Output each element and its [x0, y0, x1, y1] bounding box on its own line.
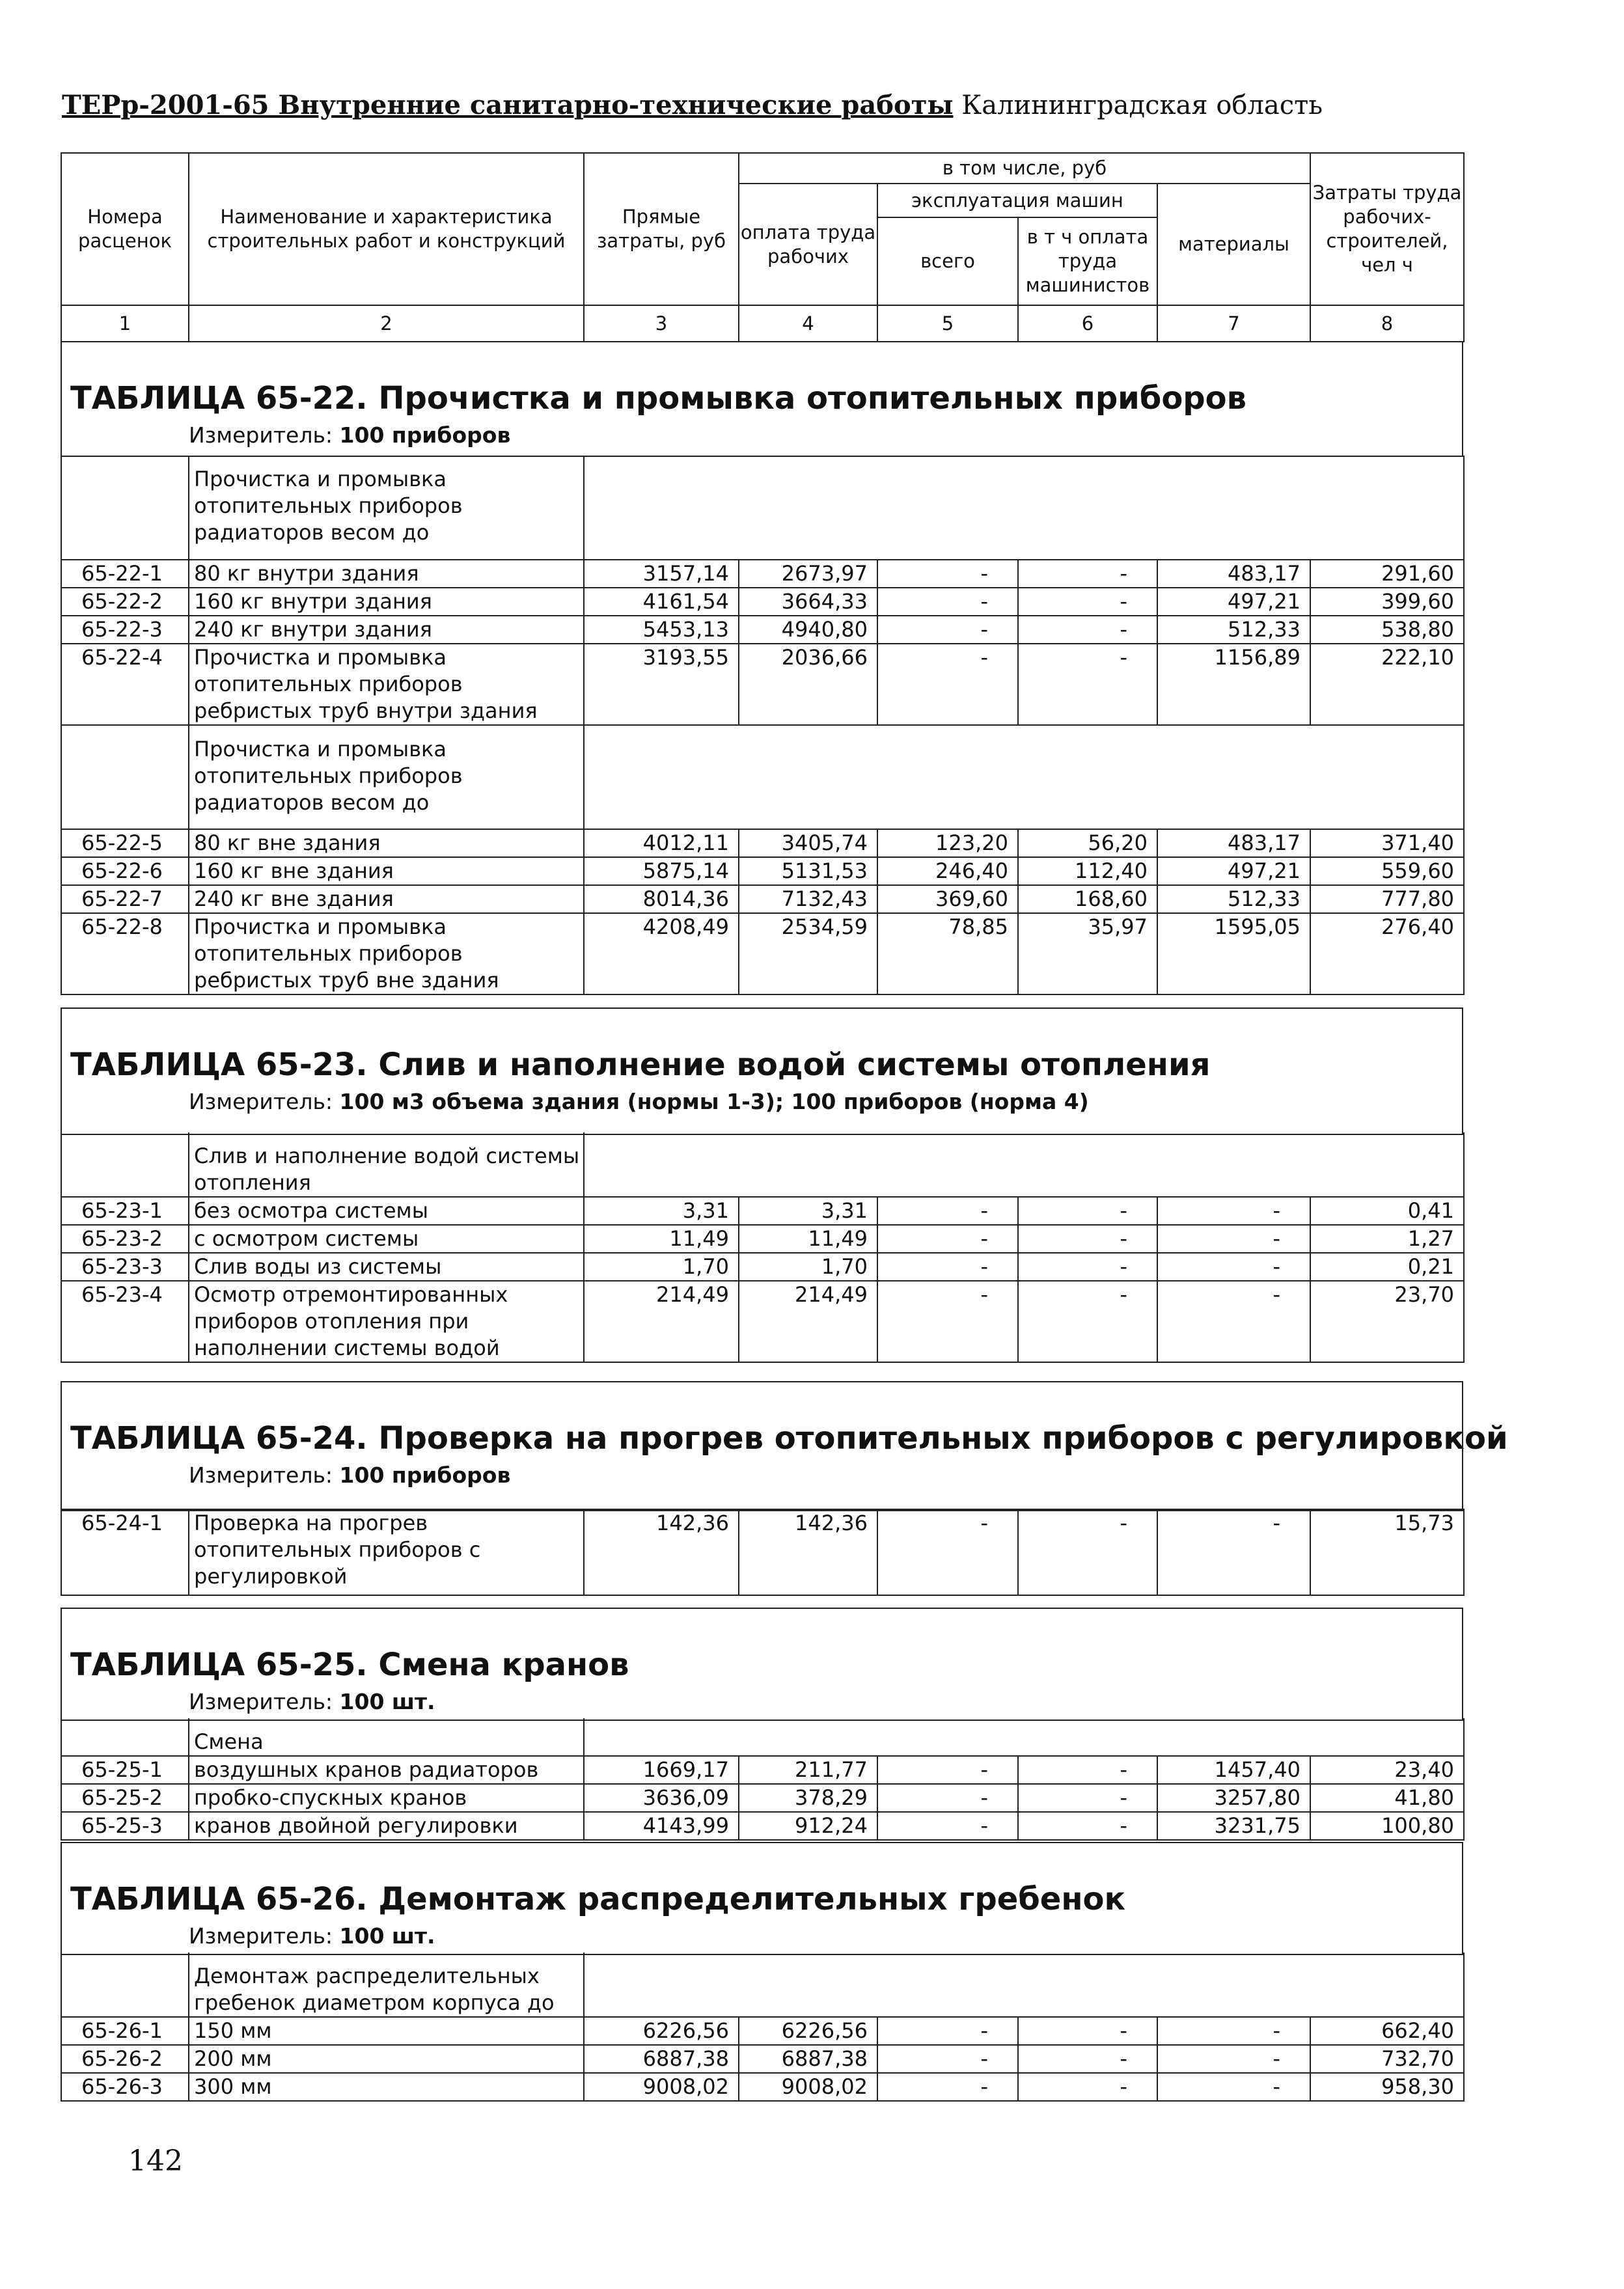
labor-hours: 399,60: [1310, 588, 1464, 616]
work-name: 240 кг вне здания: [189, 885, 584, 913]
col-header-labor: оплата труда рабочих: [739, 184, 877, 305]
labor-hours: 23,40: [1310, 1756, 1464, 1784]
unit-value: 100 приборов: [339, 422, 511, 448]
machine-labor-cost: -: [1018, 1812, 1157, 1840]
rate-code: 65-25-2: [61, 1784, 189, 1812]
machine-labor-cost: 112,40: [1018, 857, 1157, 885]
machine-labor-cost: -: [1018, 1197, 1157, 1225]
machine-cost: -: [877, 1253, 1018, 1281]
work-name: воздушных кранов радиаторов: [189, 1756, 584, 1784]
col-number: 6: [1018, 305, 1157, 342]
work-name: пробко-спускных кранов: [189, 1784, 584, 1812]
machine-cost: -: [877, 2045, 1018, 2073]
work-name: Проверка на прогрев отопительных приборов с регулировкой: [189, 1509, 584, 1595]
rate-code: 65-24-1: [61, 1509, 189, 1595]
rate-code: 65-23-2: [61, 1225, 189, 1253]
labor-hours: 538,80: [1310, 616, 1464, 644]
labor-hours: 0,41: [1310, 1197, 1464, 1225]
materials-cost: 1595,05: [1157, 913, 1310, 994]
machine-cost: -: [877, 2017, 1018, 2045]
materials-cost: 3231,75: [1157, 1812, 1310, 1840]
rate-code: 65-23-3: [61, 1253, 189, 1281]
labor-cost: 6226,56: [739, 2017, 877, 2045]
direct-cost: 3,31: [584, 1197, 739, 1225]
labor-cost: 378,29: [739, 1784, 877, 1812]
data-table: [61, 1953, 1465, 2102]
materials-cost: 512,33: [1157, 616, 1310, 644]
data-table: [61, 1132, 1465, 1363]
materials-cost: 497,21: [1157, 857, 1310, 885]
labor-hours: 371,40: [1310, 829, 1464, 857]
work-name: 200 мм: [189, 2045, 584, 2073]
page-number: 142: [128, 2145, 183, 2178]
col-number: 2: [189, 305, 584, 342]
table-row: [61, 1253, 1464, 1281]
direct-cost: 4161,54: [584, 588, 739, 616]
materials-cost: -: [1157, 1225, 1310, 1253]
table-row: [61, 1812, 1464, 1840]
machine-labor-cost: -: [1018, 1509, 1157, 1595]
labor-cost: 2534,59: [739, 913, 877, 994]
materials-cost: 3257,80: [1157, 1784, 1310, 1812]
unit-label: Измеритель:: [189, 422, 333, 448]
materials-cost: 512,33: [1157, 885, 1310, 913]
col-number: 1: [61, 305, 189, 342]
labor-hours: 662,40: [1310, 2017, 1464, 2045]
rate-code: 65-23-4: [61, 1281, 189, 1362]
machine-cost: -: [877, 616, 1018, 644]
section-frame: [61, 1842, 1463, 1955]
col-number: 7: [1157, 305, 1310, 342]
group-caption: Слив и наполнение водой системы отопления: [189, 1132, 584, 1197]
col-header-machines: эксплуатация машин: [877, 184, 1157, 217]
section-frame: [61, 1381, 1463, 1511]
col-header-materials: материалы: [1157, 184, 1310, 305]
table-row: [61, 2017, 1464, 2045]
work-name: 160 кг внутри здания: [189, 588, 584, 616]
rate-code: 65-26-3: [61, 2073, 189, 2101]
col-number: 4: [739, 305, 877, 342]
rate-code: 65-22-2: [61, 588, 189, 616]
machine-cost: -: [877, 644, 1018, 725]
machine-labor-cost: -: [1018, 616, 1157, 644]
col-header-code: Номера расценок: [61, 153, 189, 305]
table-row: [61, 560, 1464, 588]
rate-code: 65-26-2: [61, 2045, 189, 2073]
direct-cost: 214,49: [584, 1281, 739, 1362]
labor-hours: 41,80: [1310, 1784, 1464, 1812]
table-row: [61, 885, 1464, 913]
materials-cost: -: [1157, 1509, 1310, 1595]
page-title: [62, 90, 1323, 121]
table-title: ТАБЛИЦА 65-23. Слив и наполнение водой системы отопления: [70, 1047, 1211, 1083]
machine-cost: -: [877, 1756, 1018, 1784]
table-row: [61, 913, 1464, 994]
direct-cost: 1,70: [584, 1253, 739, 1281]
direct-cost: 4012,11: [584, 829, 739, 857]
machine-cost: 78,85: [877, 913, 1018, 994]
direct-cost: 4208,49: [584, 913, 739, 994]
data-table: [61, 1718, 1465, 1841]
table-title: ТАБЛИЦА 65-25. Смена кранов: [70, 1647, 629, 1683]
direct-cost: 3193,55: [584, 644, 739, 725]
work-name: Осмотр отремонтированных приборов отопления при наполнении системы водой: [189, 1281, 584, 1362]
labor-cost: 912,24: [739, 1812, 877, 1840]
direct-cost: 6887,38: [584, 2045, 739, 2073]
machine-labor-cost: -: [1018, 1756, 1157, 1784]
direct-cost: 5875,14: [584, 857, 739, 885]
materials-cost: -: [1157, 1253, 1310, 1281]
table-title: ТАБЛИЦА 65-24. Проверка на прогрев отопительных приборов с регулировкой: [70, 1420, 1508, 1457]
machine-labor-cost: -: [1018, 1253, 1157, 1281]
group-caption: Смена: [189, 1718, 584, 1756]
machine-cost: 123,20: [877, 829, 1018, 857]
data-table: [61, 1509, 1465, 1596]
group-caption-row: [61, 1953, 1464, 2017]
work-name: 240 кг внутри здания: [189, 616, 584, 644]
machine-cost: -: [877, 1784, 1018, 1812]
group-caption-row: [61, 1718, 1464, 1756]
machine-cost: -: [877, 1509, 1018, 1595]
labor-hours: 100,80: [1310, 1812, 1464, 1840]
section-frame: [61, 1007, 1463, 1135]
table-row: [61, 616, 1464, 644]
rate-code: 65-22-6: [61, 857, 189, 885]
rate-code: 65-25-1: [61, 1756, 189, 1784]
col-header-mach-total: всего: [877, 217, 1018, 305]
group-caption: Прочистка и промывка отопительных приборов радиаторов весом до: [189, 725, 584, 829]
labor-cost: 211,77: [739, 1756, 877, 1784]
table-row: [61, 588, 1464, 616]
work-name: Прочистка и промывка отопительных приборов ребристых труб внутри здания: [189, 644, 584, 725]
labor-hours: 276,40: [1310, 913, 1464, 994]
table-row: [61, 829, 1464, 857]
materials-cost: 1156,89: [1157, 644, 1310, 725]
unit-value: 100 шт.: [339, 1689, 435, 1714]
table-title: ТАБЛИЦА 65-22. Прочистка и промывка отопительных приборов: [70, 380, 1247, 417]
table-row: [61, 857, 1464, 885]
work-name: кранов двойной регулировки: [189, 1812, 584, 1840]
materials-cost: -: [1157, 2045, 1310, 2073]
doc-code: ТЕРр-2001-65 Внутренние санитарно-технические работы: [62, 90, 954, 120]
group-caption-row: [61, 456, 1464, 560]
labor-cost: 4940,80: [739, 616, 877, 644]
labor-hours: 958,30: [1310, 2073, 1464, 2101]
group-caption: Прочистка и промывка отопительных приборов радиаторов весом до: [189, 456, 584, 560]
work-name: с осмотром системы: [189, 1225, 584, 1253]
labor-cost: 7132,43: [739, 885, 877, 913]
labor-cost: 3405,74: [739, 829, 877, 857]
work-name: 160 кг вне здания: [189, 857, 584, 885]
table-row: [61, 644, 1464, 725]
col-header-mach-labor: в т ч оплата труда машинистов: [1018, 217, 1157, 305]
col-header-name: Наименование и характеристика строительных работ и конструкций: [189, 153, 584, 305]
rate-code: 65-22-3: [61, 616, 189, 644]
machine-labor-cost: 168,60: [1018, 885, 1157, 913]
direct-cost: 11,49: [584, 1225, 739, 1253]
materials-cost: 483,17: [1157, 560, 1310, 588]
work-name: Прочистка и промывка отопительных приборов ребристых труб вне здания: [189, 913, 584, 994]
machine-labor-cost: -: [1018, 1281, 1157, 1362]
machine-labor-cost: -: [1018, 560, 1157, 588]
col-header-group: в том числе, руб: [739, 153, 1310, 184]
materials-cost: 1457,40: [1157, 1756, 1310, 1784]
unit-value: 100 м3 объема здания (нормы 1-3); 100 приборов (норма 4): [339, 1089, 1089, 1114]
column-header-table: [61, 152, 1465, 342]
labor-hours: 15,73: [1310, 1509, 1464, 1595]
labor-hours: 0,21: [1310, 1253, 1464, 1281]
machine-cost: -: [877, 1812, 1018, 1840]
labor-hours: 291,60: [1310, 560, 1464, 588]
machine-labor-cost: 56,20: [1018, 829, 1157, 857]
labor-cost: 3,31: [739, 1197, 877, 1225]
labor-cost: 11,49: [739, 1225, 877, 1253]
rate-code: 65-25-3: [61, 1812, 189, 1840]
table-row: [61, 1197, 1464, 1225]
section-frame: [61, 1608, 1463, 1721]
labor-hours: 23,70: [1310, 1281, 1464, 1362]
col-header-hours: Затраты труда рабочих-строителей, чел ч: [1310, 153, 1464, 305]
table-row: [61, 1756, 1464, 1784]
work-name: 80 кг внутри здания: [189, 560, 584, 588]
table-title: ТАБЛИЦА 65-26. Демонтаж распределительных гребенок: [70, 1881, 1126, 1917]
col-number: 8: [1310, 305, 1464, 342]
labor-cost: 2673,97: [739, 560, 877, 588]
group-caption: Демонтаж распределительных гребенок диаметром корпуса до: [189, 1953, 584, 2017]
work-name: 300 мм: [189, 2073, 584, 2101]
direct-cost: 3636,09: [584, 1784, 739, 1812]
materials-cost: -: [1157, 2017, 1310, 2045]
machine-labor-cost: -: [1018, 2045, 1157, 2073]
unit-label: Измеритель:: [189, 1689, 333, 1714]
machine-cost: 246,40: [877, 857, 1018, 885]
machine-labor-cost: -: [1018, 1225, 1157, 1253]
data-table: [61, 456, 1465, 995]
labor-hours: 1,27: [1310, 1225, 1464, 1253]
materials-cost: 483,17: [1157, 829, 1310, 857]
rate-code: 65-22-1: [61, 560, 189, 588]
table-row: [61, 1281, 1464, 1362]
col-header-direct: Прямые затраты, руб: [584, 153, 739, 305]
materials-cost: -: [1157, 2073, 1310, 2101]
work-name: 80 кг вне здания: [189, 829, 584, 857]
materials-cost: -: [1157, 1197, 1310, 1225]
direct-cost: 9008,02: [584, 2073, 739, 2101]
machine-labor-cost: -: [1018, 1784, 1157, 1812]
labor-hours: 777,80: [1310, 885, 1464, 913]
labor-cost: 142,36: [739, 1509, 877, 1595]
table-row: [61, 1225, 1464, 1253]
work-name: без осмотра системы: [189, 1197, 584, 1225]
labor-cost: 3664,33: [739, 588, 877, 616]
direct-cost: 3157,14: [584, 560, 739, 588]
region: Калининградская область: [961, 90, 1323, 120]
unit-label: Измеритель:: [189, 1923, 333, 1949]
machine-cost: -: [877, 1281, 1018, 1362]
section-frame: [61, 341, 1463, 457]
col-number: 5: [877, 305, 1018, 342]
work-name: 150 мм: [189, 2017, 584, 2045]
labor-hours: 222,10: [1310, 644, 1464, 725]
machine-cost: -: [877, 588, 1018, 616]
rate-code: 65-22-4: [61, 644, 189, 725]
labor-cost: 5131,53: [739, 857, 877, 885]
labor-cost: 214,49: [739, 1281, 877, 1362]
labor-cost: 1,70: [739, 1253, 877, 1281]
group-caption-row: [61, 1132, 1464, 1197]
work-name: Слив воды из системы: [189, 1253, 584, 1281]
direct-cost: 8014,36: [584, 885, 739, 913]
machine-cost: 369,60: [877, 885, 1018, 913]
table-row: [61, 2045, 1464, 2073]
machine-labor-cost: -: [1018, 588, 1157, 616]
direct-cost: 6226,56: [584, 2017, 739, 2045]
machine-cost: -: [877, 1225, 1018, 1253]
rate-code: 65-22-8: [61, 913, 189, 994]
rate-code: 65-23-1: [61, 1197, 189, 1225]
rate-code: 65-22-7: [61, 885, 189, 913]
col-number: 3: [584, 305, 739, 342]
machine-labor-cost: 35,97: [1018, 913, 1157, 994]
table-row: [61, 2073, 1464, 2101]
machine-cost: -: [877, 560, 1018, 588]
table-row: [61, 1784, 1464, 1812]
direct-cost: 4143,99: [584, 1812, 739, 1840]
direct-cost: 1669,17: [584, 1756, 739, 1784]
rate-code: 65-22-5: [61, 829, 189, 857]
machine-labor-cost: -: [1018, 644, 1157, 725]
unit-label: Измеритель:: [189, 1462, 333, 1488]
labor-cost: 6887,38: [739, 2045, 877, 2073]
unit-label: Измеритель:: [189, 1089, 333, 1114]
direct-cost: 142,36: [584, 1509, 739, 1595]
unit-value: 100 шт.: [339, 1923, 435, 1949]
materials-cost: -: [1157, 1281, 1310, 1362]
table-row: [61, 1509, 1464, 1595]
group-caption-row: [61, 725, 1464, 829]
labor-hours: 559,60: [1310, 857, 1464, 885]
labor-cost: 2036,66: [739, 644, 877, 725]
rate-code: 65-26-1: [61, 2017, 189, 2045]
machine-labor-cost: -: [1018, 2017, 1157, 2045]
machine-cost: -: [877, 1197, 1018, 1225]
direct-cost: 5453,13: [584, 616, 739, 644]
unit-value: 100 приборов: [339, 1462, 511, 1488]
machine-cost: -: [877, 2073, 1018, 2101]
labor-cost: 9008,02: [739, 2073, 877, 2101]
labor-hours: 732,70: [1310, 2045, 1464, 2073]
machine-labor-cost: -: [1018, 2073, 1157, 2101]
materials-cost: 497,21: [1157, 588, 1310, 616]
